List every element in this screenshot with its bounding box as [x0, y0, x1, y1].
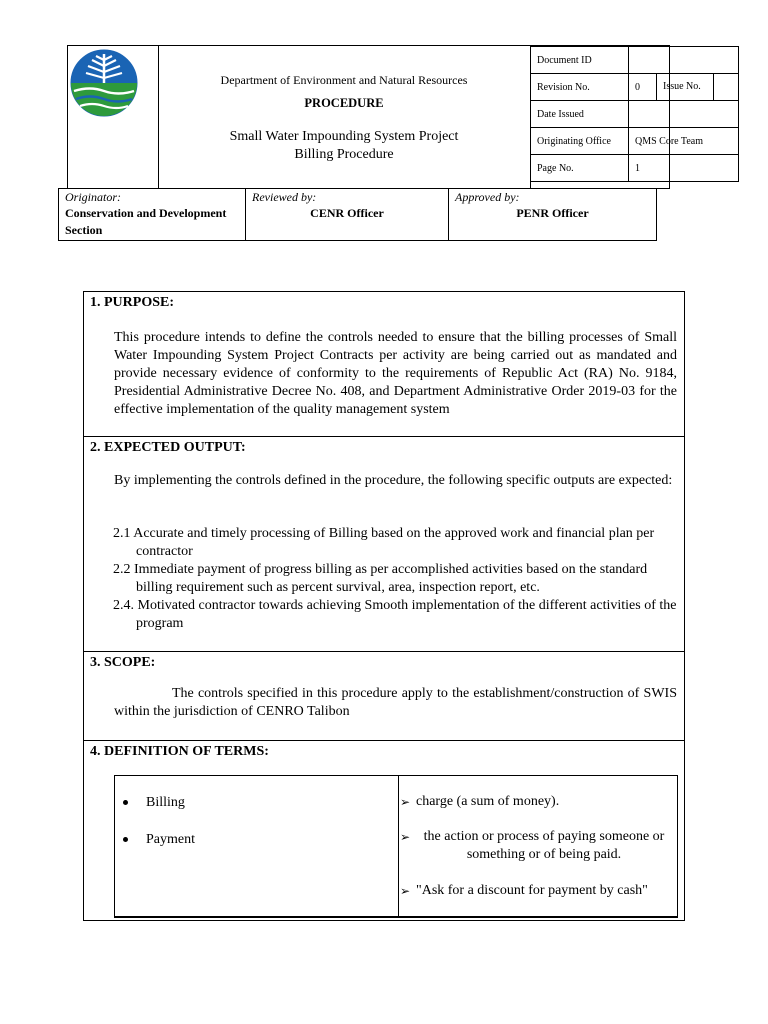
originator-value: Conservation and Development Section: [65, 206, 227, 237]
originating-office-value: QMS Core Team: [629, 128, 739, 155]
page-no-value: 1: [629, 155, 739, 182]
term-label: Billing: [146, 795, 185, 810]
definitions-heading: 4. DEFINITION OF TERMS:: [90, 744, 269, 759]
meta-table: [530, 46, 739, 182]
term-label: Payment: [146, 832, 195, 847]
revision-label: Revision No.: [531, 74, 629, 101]
arrow-bullet-icon: ➢: [400, 884, 411, 898]
arrow-bullet-icon: ➢: [400, 830, 411, 844]
approved-by-label: Approved by:: [455, 190, 520, 204]
department-name: Department of Environment and Natural Resources: [220, 73, 468, 87]
procedure-title: [158, 128, 530, 164]
section-purpose: [84, 292, 684, 437]
expected-output-list: [113, 525, 683, 633]
document-id-label: Document ID: [531, 47, 629, 74]
definition-item: [400, 882, 672, 900]
list-item: 2.4. Motivated contractor towards achieving Smooth implementation of the different activities of the program: [113, 598, 677, 631]
header-title-cell: [158, 46, 531, 188]
list-item: 2.2 Immediate payment of progress billing as per accomplished activities based on the standard billing requirement such as percent survival, area, inspection report, etc.: [113, 562, 648, 595]
definition-text: the action or process of paying someone or something or of being paid.: [423, 829, 665, 862]
reviewed-by-label: Reviewed by:: [252, 190, 317, 204]
document-header: [67, 45, 703, 189]
section-scope: [84, 652, 684, 741]
originating-office-label: Originating Office: [531, 128, 629, 155]
purpose-heading: 1. PURPOSE:: [90, 295, 174, 310]
document-type: PROCEDURE: [304, 96, 384, 110]
revision-value: 0: [629, 74, 657, 101]
list-item: 2.1 Accurate and timely processing of Billing based on the approved work and financial plan per contractor: [113, 526, 655, 559]
definition-text: "Ask for a discount for payment by cash": [416, 883, 648, 898]
section-expected-output: [84, 437, 684, 652]
procedure-title-line2: Billing Procedure: [294, 147, 394, 162]
reviewed-by-value: CENR Officer: [310, 206, 384, 220]
document-id-value: [629, 47, 739, 74]
definition-item: [400, 793, 672, 811]
procedure-title-line1: Small Water Impounding System Project: [229, 129, 459, 144]
page-no-label: Page No.: [531, 155, 629, 182]
bullet-icon: [123, 800, 128, 805]
approved-by-value: PENR Officer: [516, 206, 589, 220]
originator-label: Originator:: [65, 190, 122, 204]
term-item: [123, 795, 185, 811]
issue-label-text: Issue No.: [657, 74, 714, 100]
term-item: [123, 832, 195, 848]
section-definitions: [84, 741, 684, 771]
approved-by-cell: [449, 189, 656, 240]
expected-output-heading: 2. EXPECTED OUTPUT:: [90, 440, 246, 455]
originator-cell: [59, 189, 246, 240]
reviewed-by-cell: [246, 189, 449, 240]
expected-output-intro: By implementing the controls defined in the procedure, the following specific outputs are expected:: [114, 473, 673, 488]
arrow-bullet-icon: ➢: [400, 795, 411, 809]
terms-column: [115, 776, 399, 916]
date-issued-value: [629, 101, 739, 128]
logo-cell: [68, 46, 159, 188]
signoff-row: [58, 188, 657, 241]
definitions-column: [398, 776, 677, 916]
definition-text: charge (a sum of money).: [416, 794, 560, 809]
bullet-icon: [123, 837, 128, 842]
procedure-body: [83, 291, 685, 921]
issue-label: [657, 74, 739, 101]
denr-logo-icon: [68, 46, 158, 188]
date-issued-label: Date Issued: [531, 101, 629, 128]
purpose-text: This procedure intends to define the controls needed to ensure that the billing processes of Small Water Impounding System Project Contracts per activity are being carried out as mandated and provide necessary evidence of conformity to the requirements of Republic Act (RA) No. 9184, Presidential Administrative Decree No. 408, and Department Administrative Order 2019-03 for the effective implementation of the quality management system: [114, 330, 677, 417]
definition-item: [400, 828, 672, 864]
scope-heading: 3. SCOPE:: [90, 655, 156, 670]
scope-text: The controls specified in this procedure apply to the establishment/construction of SWIS within the jurisdiction of CENRO Talibon: [114, 686, 677, 719]
definitions-table: [114, 775, 678, 918]
document-meta: [530, 46, 703, 188]
